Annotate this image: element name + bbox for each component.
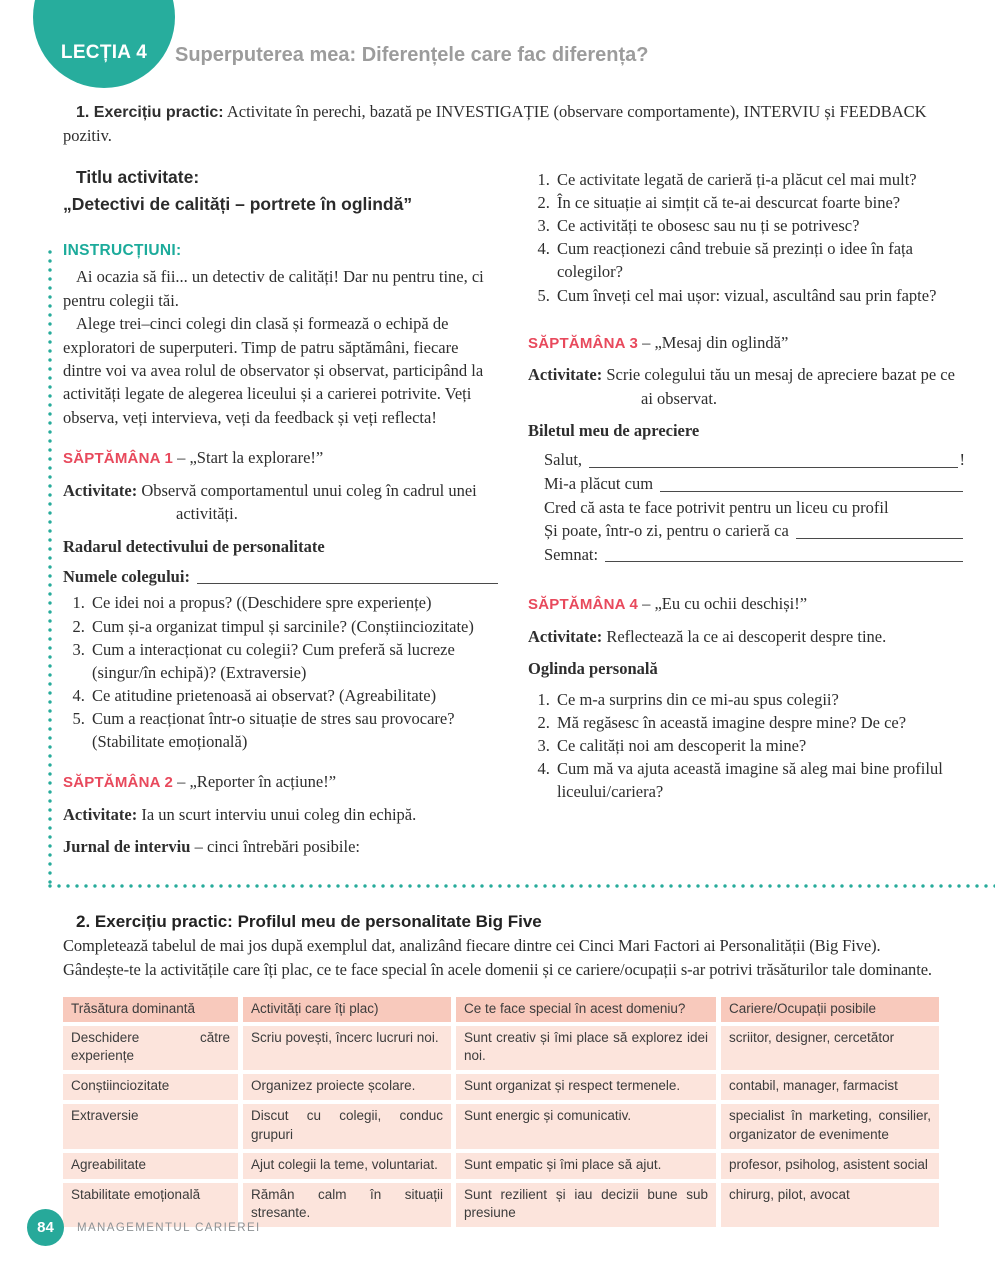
week3-heading: [528, 331, 965, 354]
week4-activity: [528, 625, 965, 648]
table-cell: Sunt rezilient și iau decizii bune sub presiune: [456, 1183, 716, 1227]
list-item: 3. Ce activități te obosesc sau nu ți se potrivesc?: [554, 214, 965, 237]
exercise1-text: Activitate în perechi, bazată pe INVESTIGAȚIE (observare comportamente), INTERVIU și FEEDBACK pozitiv.: [63, 102, 927, 146]
note-line: [544, 543, 965, 567]
list-item: 3. Ce calități noi am descoperit la mine?: [554, 734, 965, 757]
dotted-border-left: [48, 250, 52, 888]
week1-question-list: [63, 591, 500, 753]
week4-heading: [528, 592, 965, 615]
left-column: [63, 164, 500, 858]
page-footer: [27, 1209, 261, 1246]
table-cell: specialist în marketing, consilier, organizator de evenimente: [721, 1104, 939, 1148]
week1-activity: [63, 479, 500, 526]
page-number: 84: [37, 1219, 54, 1236]
list-item: 5. Cum înveți cel mai ușor: vizual, ascultând sau prin fapte?: [554, 284, 965, 307]
note-line-blank: [660, 491, 963, 492]
colleague-name-blank: [197, 583, 498, 584]
table-cell: Discut cu colegii, conduc grupuri: [243, 1104, 451, 1148]
table-cell: Conștiinciozitate: [63, 1074, 238, 1100]
list-item: 2. În ce situație ai simțit că te-ai descurcat foarte bine?: [554, 191, 965, 214]
table-row: [63, 1104, 939, 1148]
table-header-cell: Trăsătura dominantă: [63, 997, 238, 1022]
list-item: 3. Cum a interacționat cu colegii? Cum preferă să lucreze (singur/în echipă)? (Extraversie): [89, 638, 500, 684]
list-item: 4. Cum reacționezi când trebuie să prezinți o idee în fața colegilor?: [554, 237, 965, 283]
footer-label: MANAGEMENTUL CARIEREI: [77, 1221, 261, 1234]
note-line-prefix: Cred că asta te face potrivit pentru un liceu cu profil: [544, 497, 889, 517]
note-line: [544, 448, 965, 472]
activity-title-quote: „Detectivi de calități – portrete în oglindă”: [63, 194, 413, 215]
week2-label: SĂPTĂMÂNA 2: [63, 774, 173, 792]
week2-activity: [63, 803, 500, 826]
table-header-cell: Cariere/Ocupații posibile: [721, 997, 939, 1022]
note-line-prefix: Salut,: [544, 450, 583, 470]
instructions-paragraph-1: Ai ocazia să fii... un detectiv de calități! Dar nu pentru tine, ci pentru colegii tăi.: [63, 267, 484, 310]
week4-activity-label: Activitate:: [528, 626, 603, 646]
week1-subtitle: Radarul detectivului de personalitate: [63, 536, 325, 556]
note-line: [544, 496, 965, 520]
week2-journal-label: Jurnal de interviu: [63, 836, 191, 856]
table-cell: Scriu povești, încerc lucruri noi.: [243, 1026, 451, 1070]
week3-title: – „Mesaj din oglindă”: [642, 332, 789, 352]
table-cell: Organizez proiecte școlare.: [243, 1074, 451, 1100]
week2-journal-text: – cinci întrebări posibile:: [194, 836, 360, 856]
list-item: 4. Ce atitudine prietenoasă ai observat? (Agreabilitate): [89, 684, 500, 707]
activity-title-label: Titlu activitate:: [76, 167, 200, 188]
note-line: [544, 472, 965, 496]
week3-activity: [528, 363, 965, 410]
list-item: 1. Ce m-a surprins din ce mi-au spus colegii?: [554, 688, 965, 711]
colleague-name-label: Numele colegului:: [63, 567, 190, 586]
page-title: Superputerea mea: Diferențele care fac diferența?: [175, 44, 649, 66]
dotted-border-bottom: [48, 884, 995, 888]
week3-activity-label: Activitate:: [528, 365, 603, 385]
week2-activity-text: Ia un scurt interviu unui coleg din echipă.: [141, 804, 417, 824]
week3-label: SĂPTĂMÂNA 3: [528, 334, 638, 352]
instructions-paragraph-2: Alege trei–cinci colegi din clasă și formează o echipă de exploratori de superputeri. Timp de patru săptămâni, fiecare dintre voi va avea rolul de observator și observat, participând la activități legate de alegerea liceului și a carierei potrivite. Veți observa, veți intervieva, veți da feedback și veți reflecta!: [63, 314, 484, 427]
week4-subtitle: Oglinda personală: [528, 659, 658, 679]
table-header-cell: Ce te face special în acest domeniu?: [456, 997, 716, 1022]
week2-heading: [63, 770, 500, 793]
note-line-blank: [589, 467, 957, 468]
table-cell: Sunt organizat și respect termenele.: [456, 1074, 716, 1100]
list-item: 4. Cum mă va ajuta această imagine să aleg mai bine profilul liceului/cariera?: [554, 757, 965, 803]
table-cell: Ajut colegii la teme, voluntariat.: [243, 1153, 451, 1179]
list-item: 2. Mă regăsesc în această imagine despre mine? De ce?: [554, 711, 965, 734]
list-item: 1. Ce activitate legată de carieră ți-a plăcut cel mai mult?: [554, 168, 965, 191]
table-cell: Stabilitate emoțională: [63, 1183, 238, 1227]
exercise1-intro: [63, 100, 940, 148]
note-line-blank: [796, 538, 963, 539]
table-cell: Sunt creativ și îmi place să explorez idei noi.: [456, 1026, 716, 1070]
table-cell: contabil, manager, farmacist: [721, 1074, 939, 1100]
week2-title: – „Reporter în acțiune!”: [177, 772, 337, 792]
list-item: 1. Ce idei noi a propus? ((Deschidere spre experiențe): [89, 591, 500, 614]
week4-label: SĂPTĂMÂNA 4: [528, 596, 638, 614]
note-line-prefix: Și poate, într-o zi, pentru o carieră ca: [544, 521, 789, 541]
table-cell: Rămân calm în situații stresante.: [243, 1183, 451, 1227]
colleague-name-line: [63, 565, 500, 588]
exercise2-section: [63, 912, 940, 981]
table-cell: Deschidere către experiențe: [63, 1026, 238, 1070]
table-row: [63, 1153, 939, 1179]
list-item: 5. Cum a reacționat într-o situație de stres sau provocare? (Stabilitate emoțională): [89, 707, 500, 753]
week1-label: SĂPTĂMÂNA 1: [63, 450, 173, 468]
note-line: [544, 519, 965, 543]
bigfive-table: [58, 993, 944, 1231]
week4-question-list: [528, 688, 965, 803]
table-row: [63, 1026, 939, 1070]
lesson-badge-label: LECȚIA 4: [60, 42, 148, 63]
note-title: Biletul meu de apreciere: [528, 420, 700, 440]
week1-title: – „Start la explorare!”: [177, 448, 324, 468]
list-item: 2. Cum și-a organizat timpul și sarcinile? (Conștiinciozitate): [89, 615, 500, 638]
table-cell: scriitor, designer, cercetător: [721, 1026, 939, 1070]
instructions-heading: INSTRUCȚIUNI:: [63, 242, 182, 260]
table-header-row: [63, 997, 939, 1022]
table-cell: chirurg, pilot, avocat: [721, 1183, 939, 1227]
week4-activity-text: Reflectează la ce ai descoperit despre tine.: [606, 626, 887, 646]
note-line-prefix: Mi-a plăcut cum: [544, 473, 654, 493]
table-cell: Sunt energic și comunicativ.: [456, 1104, 716, 1148]
exercise1-label: 1. Exercițiu practic:: [76, 104, 224, 121]
exercise2-title: 2. Exercițiu practic: Profilul meu de personalitate Big Five: [76, 912, 542, 932]
activity-section: [63, 164, 968, 886]
week4-title: – „Eu cu ochii deschiși!”: [642, 594, 808, 614]
week2-question-list: [528, 168, 965, 307]
table-cell: Sunt empatic și îmi place să ajut.: [456, 1153, 716, 1179]
page-header: [0, 0, 1000, 90]
week2-activity-label: Activitate:: [63, 804, 138, 824]
table-row: [63, 1074, 939, 1100]
week1-heading: [63, 446, 500, 469]
note-line-suffix: !: [959, 450, 965, 470]
right-column: [528, 164, 965, 858]
exercise2-description: Completează tabelul de mai jos după exemplul dat, analizând fiecare dintre cei Cinci Mari Factori ai Personalității (Big Five). Gândește-te la activitățile care îți plac, ce te face special în acele domenii și ce cariere/ocupații s-ar potrivi trăsăturilor tale dominante.: [63, 936, 932, 979]
week2-journal-line: [63, 835, 500, 858]
week1-activity-label: Activitate:: [63, 480, 138, 500]
table-cell: Agreabilitate: [63, 1153, 238, 1179]
table-cell: Extraversie: [63, 1104, 238, 1148]
table-cell: profesor, psiholog, asistent social: [721, 1153, 939, 1179]
lesson-badge: [33, 0, 175, 88]
week1-activity-text: Observă comportamentul unui coleg în cadrul unei activități.: [141, 480, 477, 524]
note-line-blank: [605, 561, 963, 562]
note-line-prefix: Semnat:: [544, 544, 599, 564]
page-number-badge: [27, 1209, 64, 1246]
week3-activity-text: Scrie colegului tău un mesaj de apreciere bazat pe ce ai observat.: [606, 365, 955, 408]
table-header-cell: Activități care îți plac): [243, 997, 451, 1022]
